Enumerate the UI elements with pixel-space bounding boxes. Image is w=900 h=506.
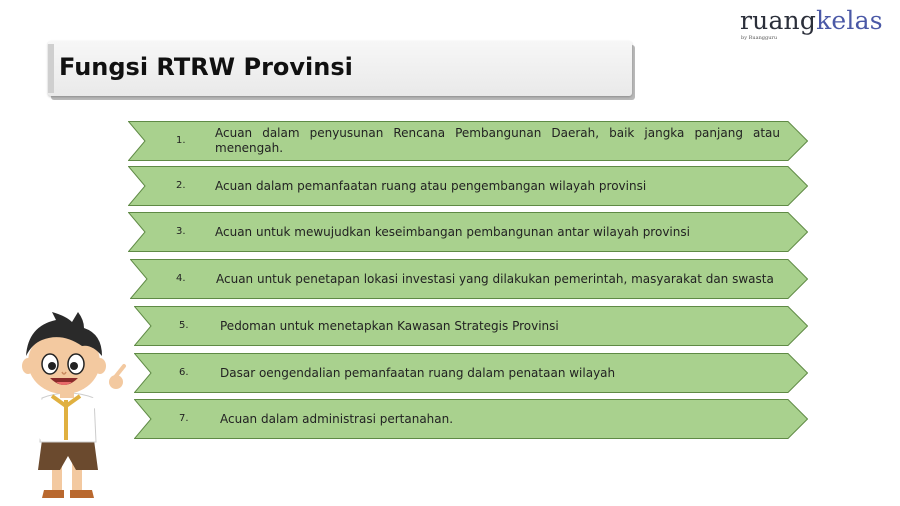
item-number: 5. — [179, 320, 189, 331]
list-item-2 — [128, 166, 808, 206]
ruangkelas-logo — [740, 6, 883, 46]
list-item-7 — [134, 399, 808, 439]
item-text: Acuan dalam pemanfaatan ruang atau pengembangan wilayah provinsi — [215, 178, 647, 193]
list-item-5 — [134, 306, 808, 346]
logo-tagline: by Ruangguru — [741, 35, 778, 41]
list-item-1 — [128, 121, 808, 161]
item-number: 2. — [176, 180, 186, 191]
item-text: Acuan dalam penyusunan Rencana Pembangunan Daerah, baik jangka panjang atau menengah. — [215, 126, 780, 155]
pointing-boy-icon — [8, 312, 130, 504]
item-text: Pedoman untuk menetapkan Kawasan Strategis Provinsi — [220, 318, 559, 333]
item-number: 7. — [179, 413, 189, 424]
item-text: Dasar oengendalian pemanfaatan ruang dalam penataan wilayah — [220, 365, 616, 380]
list-item-3 — [128, 212, 808, 252]
logo-part-ruang: ruang — [740, 6, 817, 35]
item-text: Acuan untuk penetapan lokasi investasi yang dilakukan pemerintah, masyarakat dan swasta — [216, 271, 774, 286]
title-accent-bar — [48, 44, 54, 93]
list-item-4 — [130, 259, 808, 299]
page-title: Fungsi RTRW Provinsi — [59, 53, 353, 81]
item-number: 6. — [179, 367, 189, 378]
item-number: 4. — [176, 273, 186, 284]
item-text: Acuan untuk mewujudkan keseimbangan pembangunan antar wilayah provinsi — [215, 224, 690, 239]
title-banner — [48, 41, 632, 96]
logo-wordmark — [740, 6, 883, 36]
item-number: 3. — [176, 226, 186, 237]
item-number: 1. — [176, 135, 186, 146]
logo-part-kelas: kelas — [816, 6, 883, 35]
item-text: Acuan dalam administrasi pertanahan. — [220, 411, 454, 426]
list-item-6 — [134, 353, 808, 393]
